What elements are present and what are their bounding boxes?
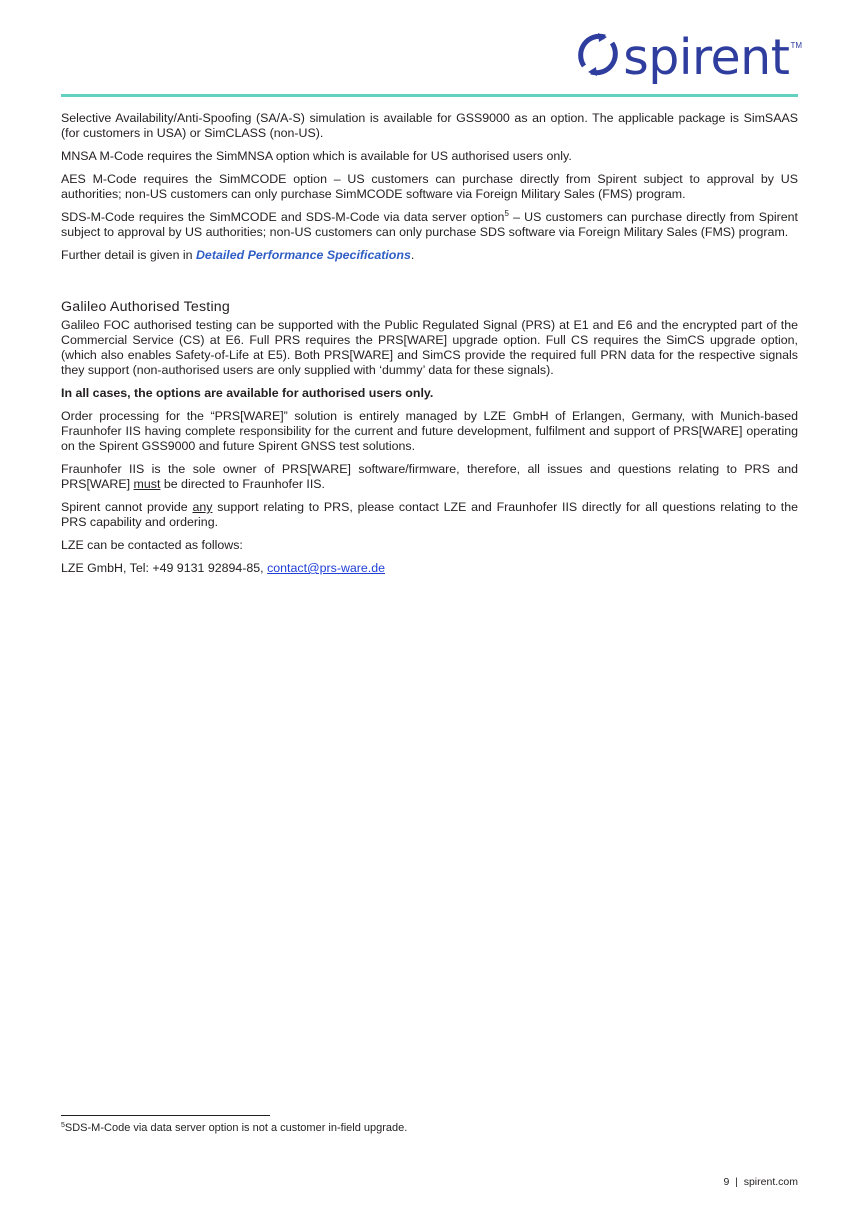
fraunhofer-text-end: be directed to Fraunhofer IIS. [160, 477, 326, 491]
spirent-o-mark-icon [575, 30, 621, 80]
logo-wordmark: spirent [623, 29, 790, 86]
further-detail-suffix: . [410, 248, 415, 262]
authorised-users-note: In all cases, the options are available for authorised users only. [61, 386, 434, 400]
spirent-logo [575, 30, 802, 86]
page-footer [723, 1176, 798, 1188]
galileo-foc-paragraph: Galileo FOC authorised testing can be supported with the Public Regulated Signal (PRS) at E1 and E6 and the encrypted part of the Commercial Service (CS) at E6. Full PRS requires the PRS[WARE] upgrade option. Full CS requires the SimCS upgrade option, (which also enables Safety-of-Life at E5). Both PRS[WARE] and SimCS provide the required full PRN data for the respective signals they support (non-authorised users are only supplied with ‘dummy’ data for these signals). [61, 318, 798, 377]
footnote-divider [61, 1115, 270, 1116]
any-emphasis: any [192, 500, 213, 514]
footnote-number: 5 [61, 1122, 65, 1129]
sds-mcode-paragraph [61, 210, 798, 240]
order-processing-paragraph: Order processing for the “PRS[WARE]” solution is entirely managed by LZE GmbH of Erlangen, Germany, with Munich-based Fraunhofer IIS having complete responsibility for the current and future development, fulfilment and support of PRS[WARE] operating on the Spirent GSS9000 and future Spirent GNSS test solutions. [61, 409, 798, 453]
fraunhofer-paragraph [61, 462, 798, 492]
page-number: 9 [723, 1176, 730, 1188]
must-emphasis: must [133, 477, 161, 491]
footer-separator: | [735, 1176, 738, 1188]
footnote [61, 1122, 407, 1135]
footnote-ref[interactable]: 5 [504, 209, 509, 218]
support-text-end: support relating to PRS, please contact LZE and Fraunhofer IIS directly for all questions relating to the PRS capability and ordering. [61, 500, 798, 529]
further-detail-prefix: Further detail is given in [61, 248, 196, 262]
trademark-mark: TM [790, 41, 802, 50]
spirent-support-paragraph [61, 500, 798, 530]
sa-as-paragraph: Selective Availability/Anti-Spoofing (SA/A-S) simulation is available for GSS9000 as an option. The applicable package is SimSAAS (for customers in USA) or SimCLASS (non-US). [61, 111, 798, 140]
footnote-text: SDS-M-Code via data server option is not a customer in-field upgrade. [64, 1122, 408, 1134]
aes-mcode-paragraph: AES M-Code requires the SimMCODE option – US customers can purchase directly from Spirent subject to approval by US authorities; non-US customers can only purchase SimMCODE software via Foreign Military Sales (FMS) program. [61, 172, 798, 201]
performance-specs-link[interactable]: Detailed Performance Specifications [195, 248, 411, 262]
support-text-start: Spirent cannot provide [61, 500, 193, 514]
lze-contact-intro: LZE can be contacted as follows: [61, 538, 243, 552]
galileo-heading: Galileo Authorised Testing [61, 299, 230, 315]
lze-contact-line [61, 561, 798, 576]
page-body [61, 111, 798, 584]
header-divider [61, 94, 798, 97]
further-detail-paragraph [61, 248, 798, 263]
email-link[interactable]: contact@prs-ware.de [267, 561, 386, 575]
sds-text-end: – US customers can purchase directly from Spirent subject to approval by US authorities; non-US customers can only purchase SDS software via Foreign Military Sales (FMS) program. [61, 210, 799, 239]
fraunhofer-text-start: Fraunhofer IIS is the sole owner of PRS[WARE] software/firmware, therefore, all issues and questions relating to PRS and PRS[WARE] [61, 462, 798, 491]
sds-text-start: SDS-M-Code requires the SimMCODE and SDS-M-Code via data server option [61, 210, 505, 224]
footer-site[interactable]: spirent.com [743, 1176, 798, 1188]
mnsa-paragraph: MNSA M-Code requires the SimMNSA option which is available for US authorised users only. [61, 149, 572, 163]
lze-contact-details: LZE GmbH, Tel: +49 9131 92894-85, [61, 561, 268, 575]
